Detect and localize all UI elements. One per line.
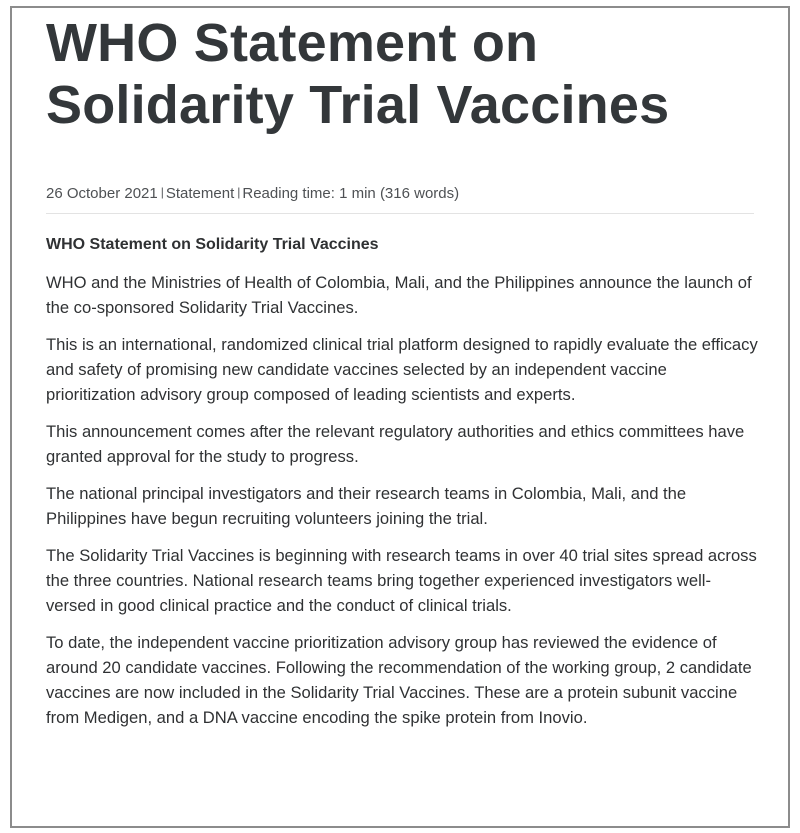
page-title: WHO Statement on Solidarity Trial Vaccines [46,13,670,135]
paragraph: This announcement comes after the relevant regulatory authorities and ethics committees have granted approval for the study to progress. [46,422,745,466]
reading-time: Reading time: 1 min (316 words) [242,185,460,202]
article-frame [10,6,790,828]
paragraph: The national principal investigators and their research teams in Colombia, Mali, and the Philippines have begun recruiting volunteers joining the trial. [46,484,687,528]
meta-separator: | [160,185,164,199]
publish-date: 26 October 2021 [46,185,158,202]
paragraph: The Solidarity Trial Vaccines is beginning with research teams in over 40 trial sites spread across the three countries. National research teams bring together experienced investigators well-versed in good clinical practice and the conduct of clinical trials. [46,546,757,615]
content-type: Statement [165,185,235,202]
article-meta [46,184,754,214]
paragraph: WHO and the Ministries of Health of Colombia, Mali, and the Philippines announce the launch of the co-sponsored Solidarity Trial Vaccines. [46,273,752,317]
meta-separator: | [237,185,241,199]
paragraph: This is an international, randomized clinical trial platform designed to rapidly evaluate the efficacy and safety of promising new candidate vaccines selected by an independent vaccine prioritization advisory group composed of leading scientists and experts. [46,335,758,404]
paragraph: To date, the independent vaccine prioritization advisory group has reviewed the evidence of around 20 candidate vaccines. Following the recommendation of the working group, 2 candidate vaccines are now included in the Solidarity Trial Vaccines. These are a protein subunit vaccine from Medigen, and a DNA vaccine encoding the spike protein from Inovio. [46,633,752,727]
article-subheading: WHO Statement on Solidarity Trial Vaccines [46,236,379,253]
article-content [46,8,758,730]
